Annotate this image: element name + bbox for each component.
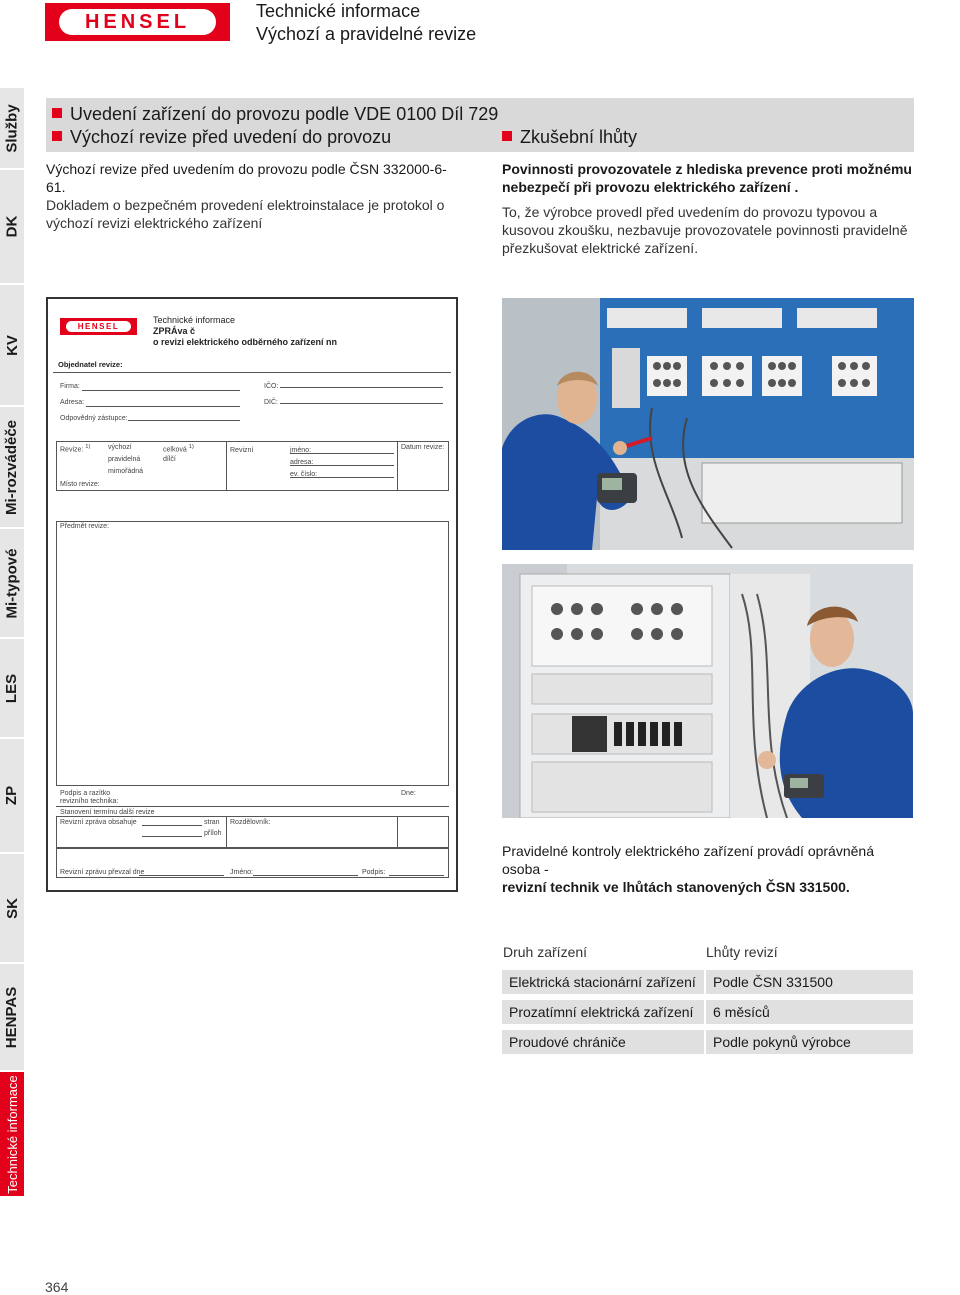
table-row <box>502 1030 913 1054</box>
form-label-predmet: Předmět revize: <box>60 523 110 530</box>
right-intro <box>502 160 914 257</box>
form-option-celkova[interactable]: celková $^{1)}$ <box>163 444 194 454</box>
caption-text: Pravidelné kontroly elektrického zařízení provádí oprávněná osoba - <box>502 843 874 877</box>
left-intro-text: Dokladem o bezpečném provedení elektroinstalace je protokol o výchozí revizi elektrického zařízení <box>46 197 445 231</box>
section-heading-1: Uvedení zařízení do provozu podle VDE 0100 Díl 729 <box>52 103 498 126</box>
form-field-priloh[interactable] <box>142 836 202 837</box>
sidebar-item-technicke-informace[interactable]: Technické informace <box>0 1072 24 1198</box>
form-label-datum: Datum revize: <box>401 444 445 451</box>
form-divider <box>56 806 449 807</box>
form-label-dic: DIČ: <box>264 399 278 406</box>
table-cell: Proudové chrániče <box>502 1030 704 1054</box>
table-row <box>502 1000 913 1024</box>
form-field-podpis3[interactable] <box>389 875 444 876</box>
form-label-odpovedny: Odpovědný zástupce: <box>60 415 128 422</box>
form-label-podpis3: Podpis: <box>362 869 386 876</box>
form-label-firma: Firma: <box>60 383 80 390</box>
table-cell: Podle pokynů výrobce <box>706 1030 913 1054</box>
table-header-cell: Lhůty revizí <box>706 944 778 960</box>
table-header-cell: Druh zařízení <box>503 944 588 960</box>
form-label-ev-cislo: ev. číslo: <box>290 471 318 478</box>
form-label-revize: Revize: $^{1)}$ <box>60 444 91 454</box>
sidebar-item-sk[interactable]: SK <box>0 854 24 964</box>
section-header-band <box>46 98 914 152</box>
side-navigation <box>0 88 24 1198</box>
form-label-jmeno2: Jméno: <box>230 869 253 876</box>
form-label-stanoveni: Stanovení termínu další revize <box>60 809 155 816</box>
table-cell: Elektrická stacionární zařízení <box>502 970 704 994</box>
page-subtitle: Výchozí a pravidelné revize <box>256 24 477 44</box>
left-intro-heading: Výchozí revize před uvedením do provozu podle ČSN 332000-6-61. <box>46 161 447 195</box>
form-label-adresa: Adresa: <box>60 399 85 406</box>
revision-interval-table <box>502 940 913 1060</box>
sidebar-item-les[interactable]: LES <box>0 639 24 739</box>
section-heading-3: Zkušební lhůty <box>502 126 637 149</box>
form-label-podpis2: revizního technika: <box>60 798 119 805</box>
sidebar-item-dk[interactable]: DK <box>0 170 24 285</box>
form-divider <box>226 816 227 848</box>
form-label-priloh: příloh <box>204 830 222 837</box>
form-label-misto: Místo revize: <box>60 481 100 488</box>
sidebar-item-kv[interactable]: KV <box>0 285 24 407</box>
form-label-ico: IČO: <box>264 383 279 390</box>
table-row <box>502 970 913 994</box>
form-option-pravidelna[interactable]: pravidelná <box>108 456 141 463</box>
form-field-firma[interactable] <box>82 390 240 391</box>
sidebar-item-henpas[interactable]: HENPAS <box>0 964 24 1072</box>
table-header-row <box>502 940 913 964</box>
form-field-odpovedny[interactable] <box>128 420 240 421</box>
form-field-jmeno2[interactable] <box>253 875 358 876</box>
form-label-stran: stran <box>204 819 220 826</box>
table-cell: 6 měsíců <box>706 1000 913 1024</box>
form-subject-box[interactable] <box>56 521 449 786</box>
form-option-mimoradna[interactable]: mimořádná <box>108 468 144 475</box>
form-label-rozdelovnik: Rozdělovník: <box>230 819 271 826</box>
form-label-objednatel: Objednatel revize: <box>58 360 123 369</box>
form-field-adresa[interactable] <box>86 406 240 407</box>
form-label-dne: Dne: <box>401 790 416 797</box>
red-square-bullet-icon <box>502 131 512 141</box>
revision-report-form <box>46 297 458 892</box>
form-option-dilci[interactable]: dílčí <box>163 456 176 463</box>
form-title: Technické informace ZPRÁva č o revizi elektrického odběrného zařízení nn <box>153 315 338 347</box>
hensel-logo <box>45 3 230 41</box>
form-field-ico[interactable] <box>280 387 443 388</box>
form-label-obsahuje: Revizní zpráva obsahuje <box>60 819 137 826</box>
form-field-stran[interactable] <box>142 825 202 826</box>
caption-bold: revizní technik ve lhůtách stanovených ČSN 331500. <box>502 879 850 895</box>
form-logo: HENSEL <box>60 318 137 335</box>
left-intro <box>46 160 456 232</box>
form-field-jmeno[interactable] <box>290 453 394 454</box>
sidebar-item-sluzby[interactable]: Služby <box>0 88 24 170</box>
right-intro-text: To, že výrobce provedl před uvedením do provozu typovou a kusovou zkoušku, nezbavuje provozovatele povinnosti pravidelně přezkušovat elektrické zařízení. <box>502 204 908 256</box>
form-divider <box>53 372 451 373</box>
form-field-adresa2[interactable] <box>290 465 394 466</box>
table-cell: Podle ČSN 331500 <box>706 970 913 994</box>
sidebar-item-mi-typove[interactable]: Mi-typové <box>0 529 24 639</box>
form-label-prevzal: Revizní zprávu převzal dne <box>60 869 145 876</box>
sidebar-item-mi-rozvadece[interactable]: Mi-rozváděče <box>0 407 24 529</box>
form-label-adresa2: adresa: <box>290 459 314 466</box>
form-label-jmeno: jméno: <box>290 447 312 454</box>
section-heading-2: Výchozí revize před uvedení do provozu <box>52 126 391 149</box>
photo-caption <box>502 842 914 896</box>
form-label-podpis: Podpis a razítko <box>60 790 111 797</box>
photo-technician-measuring <box>502 298 914 550</box>
form-option-vychozi[interactable]: výchozí <box>108 444 132 451</box>
form-label-revizni: Revizní <box>230 447 254 454</box>
page-number: 364 <box>45 1279 69 1295</box>
sidebar-item-zp[interactable]: ZP <box>0 739 24 854</box>
photo-technician-distribution-board <box>502 564 913 818</box>
form-field-prevzal[interactable] <box>139 875 224 876</box>
table-cell: Prozatímní elektrická zařízení <box>502 1000 704 1024</box>
form-field-dic[interactable] <box>280 403 443 404</box>
logo-text: HENSEL <box>84 10 191 33</box>
red-square-bullet-icon <box>52 131 62 141</box>
red-square-bullet-icon <box>52 108 62 118</box>
page-title: Technické informace <box>256 1 421 21</box>
form-field-ev-cislo[interactable] <box>290 477 394 478</box>
right-intro-heading: Povinnosti provozovatele z hlediska prevence proti možnému nebezpečí při provozu elektrického zařízení . <box>502 161 912 195</box>
